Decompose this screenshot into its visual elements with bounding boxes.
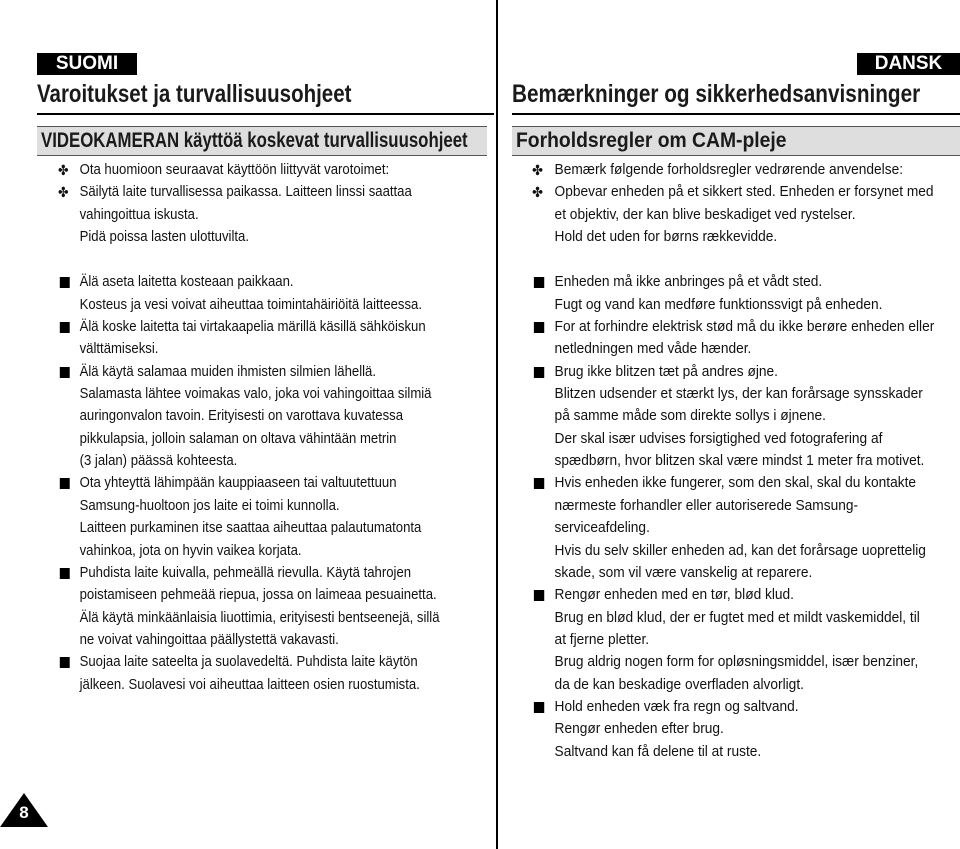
list-line bbox=[58, 629, 452, 651]
line-text: Hold det uden for børns rækkevidde. bbox=[554, 229, 778, 246]
line-text: jälkeen. Suolavesi voi aiheuttaa laitteen osien ruostumista. bbox=[79, 676, 420, 693]
language-badge-danish: DANSK bbox=[857, 53, 960, 75]
line-text: Hvis enheden ikke fungerer, som den skal, skal du kontakte bbox=[554, 475, 917, 492]
list-line bbox=[532, 472, 934, 494]
line-text: at fjerne pletter. bbox=[554, 631, 650, 648]
list-line bbox=[58, 584, 452, 606]
list-line bbox=[58, 674, 452, 696]
list-line bbox=[532, 361, 934, 383]
cross-bullet-icon: ✤ bbox=[58, 162, 69, 178]
square-bullet-icon bbox=[60, 568, 70, 579]
title-rule-right bbox=[512, 113, 960, 115]
line-text: Älä käytä salamaa muiden ihmisten silmien lähellä. bbox=[79, 363, 377, 380]
intro-line bbox=[58, 181, 452, 203]
list-line bbox=[58, 428, 452, 450]
line-text: netledningen med våde hænder. bbox=[554, 341, 752, 358]
language-badge-finnish: SUOMI bbox=[37, 53, 137, 75]
column-divider bbox=[496, 0, 498, 849]
line-text: Hvis du selv skiller enheden ad, kan det forårsage uoprettelig bbox=[554, 542, 926, 559]
list-line bbox=[532, 383, 934, 405]
list-line bbox=[532, 562, 934, 584]
line-text: Ota huomioon seuraavat käyttöön liittyvät varotoimet: bbox=[79, 162, 390, 178]
line-text: Älä käytä minkäänlaisia liuottimia, erityisesti bentseenejä, sillä bbox=[79, 609, 440, 626]
cross-bullet-icon: ✤ bbox=[532, 184, 544, 201]
line-text: Enheden må ikke anbringes på et vådt sted. bbox=[554, 274, 823, 291]
line-text: Brug en blød klud, der er fugtet med et mildt vaskemiddel, til bbox=[554, 609, 920, 626]
list-line bbox=[58, 562, 452, 584]
square-bullet-icon bbox=[534, 478, 544, 489]
line-text: et objektiv, der kan blive beskadiget ved rystelser. bbox=[554, 206, 856, 223]
line-text: For at forhindre elektrisk stød må du ikke berøre enheden eller bbox=[554, 319, 935, 336]
list-line bbox=[532, 450, 934, 472]
line-text: nærmeste forhandler eller autoriserede Samsung- bbox=[554, 497, 859, 514]
line-text: på samme måde som direkte sollys i øjnene. bbox=[554, 408, 826, 425]
square-bullet-icon bbox=[60, 478, 70, 489]
line-text: Hold enheden væk fra regn og saltvand. bbox=[554, 698, 799, 715]
section-header-finnish bbox=[37, 126, 487, 156]
square-bullet-icon bbox=[60, 367, 70, 378]
line-text: da de kan beskadige overfladen alvorligt. bbox=[554, 676, 804, 693]
line-text: Laitteen purkaminen itse saattaa aiheuttaa palautumatonta bbox=[79, 520, 422, 537]
list-line bbox=[58, 405, 452, 427]
square-bullet-icon bbox=[534, 702, 544, 713]
intro-line bbox=[532, 204, 934, 226]
list-line bbox=[58, 472, 452, 494]
finnish-column bbox=[58, 159, 496, 696]
line-text: serviceafdeling. bbox=[554, 520, 650, 537]
cross-bullet-icon: ✤ bbox=[58, 184, 69, 201]
list-line bbox=[532, 428, 934, 450]
list-line bbox=[58, 540, 452, 562]
intro-line bbox=[532, 159, 934, 181]
line-text: Brug ikke blitzen tæt på andres øjne. bbox=[554, 363, 778, 380]
square-bullet-icon bbox=[534, 590, 544, 601]
square-bullet-icon bbox=[534, 277, 544, 288]
square-bullet-icon bbox=[60, 277, 70, 288]
list-line bbox=[58, 338, 452, 360]
square-bullet-icon bbox=[534, 367, 544, 378]
line-text: välttämiseksi. bbox=[79, 341, 159, 358]
list-line bbox=[532, 584, 934, 606]
square-bullet-icon bbox=[60, 322, 70, 333]
line-text: Älä aseta laitetta kosteaan paikkaan. bbox=[79, 274, 294, 291]
list-line bbox=[532, 718, 934, 740]
intro-line bbox=[532, 226, 934, 248]
title-rule-left bbox=[37, 113, 494, 115]
list-line bbox=[58, 495, 452, 517]
line-text: Fugt og vand kan medføre funktionssvigt på enheden. bbox=[554, 296, 883, 313]
line-text: vahinkoa, jota on hyvin vaikea korjata. bbox=[79, 542, 302, 559]
page-title-finnish: Varoitukset ja turvallisuusohjeet bbox=[37, 80, 352, 108]
list-line bbox=[58, 361, 452, 383]
intro-line bbox=[532, 181, 934, 203]
intro-line bbox=[58, 159, 452, 181]
line-text: Opbevar enheden på et sikkert sted. Enheden er forsynet med bbox=[554, 184, 934, 201]
list-line bbox=[58, 271, 452, 293]
line-text: Rengør enheden med en tør, blød klud. bbox=[554, 587, 795, 604]
square-bullet-icon bbox=[534, 322, 544, 333]
list-line bbox=[58, 651, 452, 673]
section-title-finnish: VIDEOKAMERAN käyttöä koskevat turvallisuusohjeet bbox=[41, 129, 468, 152]
list-line bbox=[532, 674, 934, 696]
list-line bbox=[58, 517, 452, 539]
list-spacer bbox=[532, 248, 960, 271]
line-text: auringonvalon tavoin. Erityisesti on varottava kuvatessa bbox=[79, 408, 404, 425]
danish-column bbox=[532, 159, 960, 763]
page-title-danish: Bemærkninger og sikkerhedsanvisninger bbox=[512, 80, 921, 108]
cross-bullet-icon: ✤ bbox=[532, 162, 544, 178]
line-text: Brug aldrig nogen form for opløsningsmiddel, især benziner, bbox=[554, 654, 919, 671]
line-text: Älä koske laitetta tai virtakaapelia märillä käsillä sähköiskun bbox=[79, 319, 426, 336]
list-line bbox=[58, 294, 452, 316]
line-text: pikkulapsia, jolloin salaman on oltava vähintään metrin bbox=[79, 430, 397, 447]
list-line bbox=[532, 517, 934, 539]
line-text: Kosteus ja vesi voivat aiheuttaa toimintahäiriöitä laitteessa. bbox=[79, 296, 423, 313]
square-bullet-icon bbox=[60, 657, 70, 668]
intro-line bbox=[58, 204, 452, 226]
line-text: Pidä poissa lasten ulottuvilta. bbox=[79, 229, 249, 246]
list-line bbox=[532, 294, 934, 316]
list-line bbox=[532, 741, 934, 763]
line-text: vahingoittua iskusta. bbox=[79, 206, 199, 223]
line-text: skade, som vil være vanskelig at reparere. bbox=[554, 564, 813, 581]
line-text: Saltvand kan få delene til at ruste. bbox=[554, 743, 762, 760]
line-text: spædbørn, hvor blitzen skal være mindst 1 meter fra motivet. bbox=[554, 453, 925, 470]
list-line bbox=[58, 383, 452, 405]
line-text: Der skal især udvises forsigtighed ved fotografering af bbox=[554, 430, 883, 447]
line-text: Suojaa laite sateelta ja suolavedeltä. Puhdista laite käytön bbox=[79, 654, 418, 671]
line-text: (3 jalan) päässä kohteesta. bbox=[79, 453, 238, 470]
list-line bbox=[532, 316, 934, 338]
line-text: poistamiseen pehmeää riepua, jossa on laimeaa pesuainetta. bbox=[79, 587, 437, 604]
list-line bbox=[532, 495, 934, 517]
line-text: Puhdista laite kuivalla, pehmeällä rievulla. Käytä tahrojen bbox=[79, 564, 412, 581]
section-title-danish: Forholdsregler om CAM-pleje bbox=[516, 129, 787, 152]
line-text: Blitzen udsender et stærkt lys, der kan forårsage synsskader bbox=[554, 386, 923, 403]
list-spacer bbox=[58, 248, 496, 271]
section-header-danish bbox=[512, 126, 960, 156]
intro-line bbox=[58, 226, 452, 248]
line-text: ne voivat vahingoittaa päällystettä vakavasti. bbox=[79, 631, 339, 648]
list-line bbox=[58, 450, 452, 472]
line-text: Säilytä laite turvallisessa paikassa. Laitteen linssi saattaa bbox=[79, 184, 412, 201]
line-text: Rengør enheden efter brug. bbox=[554, 721, 724, 738]
line-text: Ota yhteyttä lähimpään kauppiaaseen tai valtuutettuun bbox=[79, 475, 397, 492]
line-text: Bemærk følgende forholdsregler vedrørende anvendelse: bbox=[554, 162, 904, 178]
list-line bbox=[532, 651, 934, 673]
list-line bbox=[532, 607, 934, 629]
list-line bbox=[532, 271, 934, 293]
page-number-badge bbox=[0, 793, 48, 827]
list-line bbox=[532, 405, 934, 427]
page-number: 8 bbox=[19, 803, 29, 822]
list-line bbox=[58, 316, 452, 338]
list-line bbox=[532, 338, 934, 360]
list-line bbox=[532, 540, 934, 562]
list-line bbox=[58, 607, 452, 629]
line-text: Salamasta lähtee voimakas valo, joka voi vahingoittaa silmiä bbox=[79, 386, 432, 403]
list-line bbox=[532, 629, 934, 651]
list-line bbox=[532, 696, 934, 718]
line-text: Samsung-huoltoon jos laite ei toimi kunnolla. bbox=[79, 497, 340, 514]
